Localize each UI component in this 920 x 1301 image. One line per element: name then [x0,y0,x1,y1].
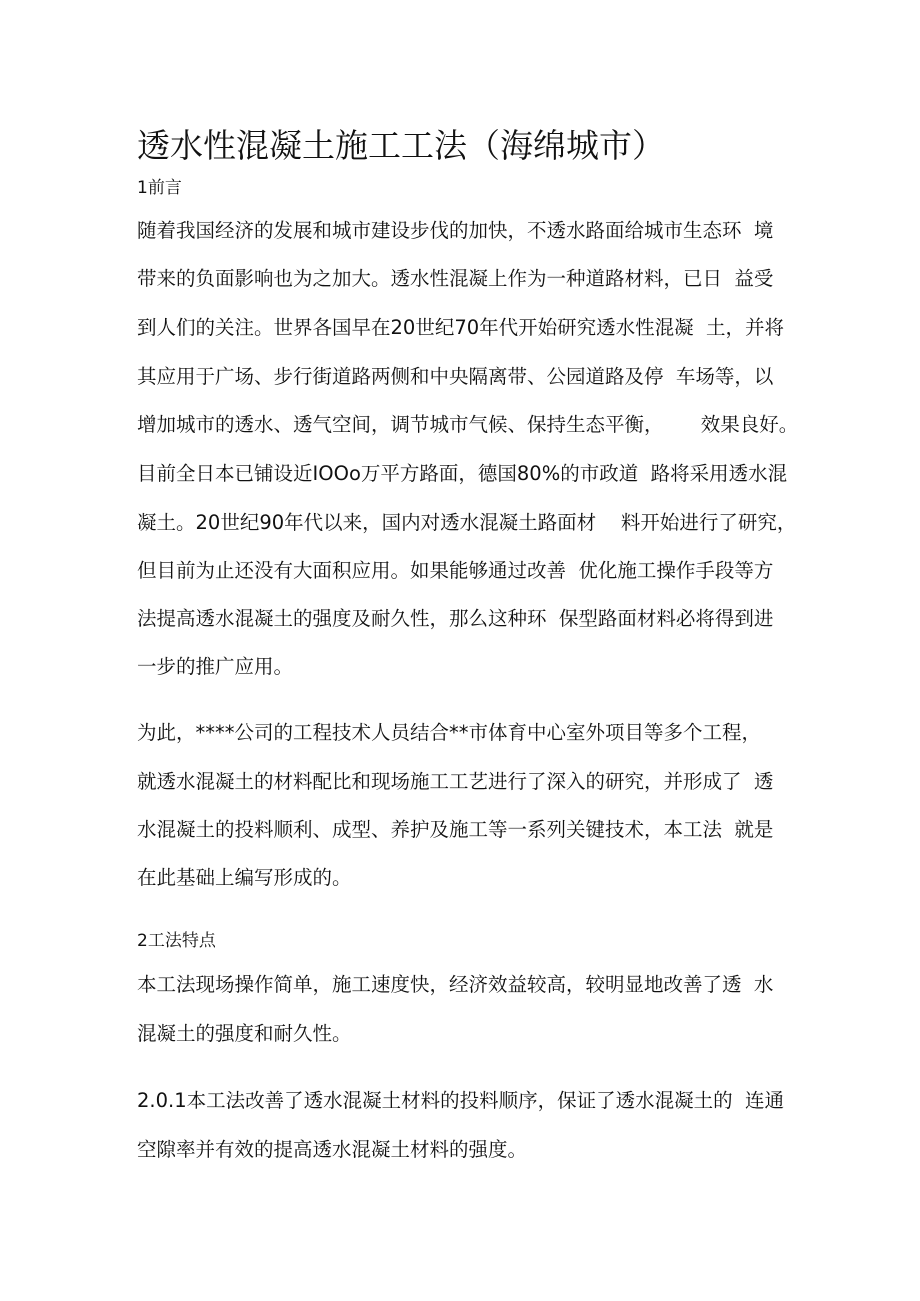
paragraph-line: 其应用于广场、步行街道路两侧和中央隔离带、公园道路及停 车场等，以 [137,365,774,388]
paragraph-line: 增加城市的透水、透气空间，调节城市气候、保持生态平衡， 效果良好。 [137,413,799,436]
paragraph-line: 水混凝土的投料顺利、成型、养护及施工等一系列关键技术，本工法 就是 [137,818,774,841]
paragraph-line: 在此基础上编写形成的。 [137,866,352,889]
paragraph-line: 为此，****公司的工程技术人员结合**市体育中心室外项目等多个工程， [137,721,762,744]
paragraph-line: 一步的推广应用。 [137,655,294,678]
paragraph-line: 2.0.1本工法改善了透水混凝土材料的投料顺序，保证了透水混凝土的 连通 [137,1089,785,1112]
paragraph-line: 带来的负面影响也为之加大。透水性混凝上作为一种道路材料，已日 益受 [137,267,774,290]
section-heading-features: 2工法特点 [137,931,216,951]
document-title: 透水性混凝土施工工法（海绵城市） [137,126,665,165]
paragraph-line: 目前全日本已铺设近IOOo万平方路面，德国80%的市政道 路将采用透水混 [137,462,788,485]
paragraph-line: 就透水混凝土的材料配比和现场施工工艺进行了深入的研究，并形成了 透 [137,770,774,793]
paragraph-line: 空隙率并有效的提高透水混凝土材料的强度。 [137,1138,528,1161]
paragraph-line: 凝土。20世纪90年代以来，国内对透水混凝土路面材 料开始进行了研究， [137,511,797,534]
paragraph-line: 但目前为止还没有大面积应用。如果能够通过改善 优化施工操作手段等方 [137,559,774,582]
section-heading-preface: 1前言 [137,178,182,198]
paragraph-line: 本工法现场操作简单，施工速度快，经济效益较高，较明显地改善了透 水 [137,973,774,996]
paragraph-line: 随着我国经济的发展和城市建设步伐的加快，不透水路面给城市生态环 境 [137,219,774,242]
paragraph-line: 混凝土的强度和耐久性。 [137,1022,352,1045]
paragraph-line: 到人们的关注。世界各国早在20世纪70年代开始研究透水性混凝 土，并将 [137,316,785,339]
paragraph-line: 法提高透水混凝土的强度及耐久性，那么这种环 保型路面材料必将得到进 [137,607,774,630]
